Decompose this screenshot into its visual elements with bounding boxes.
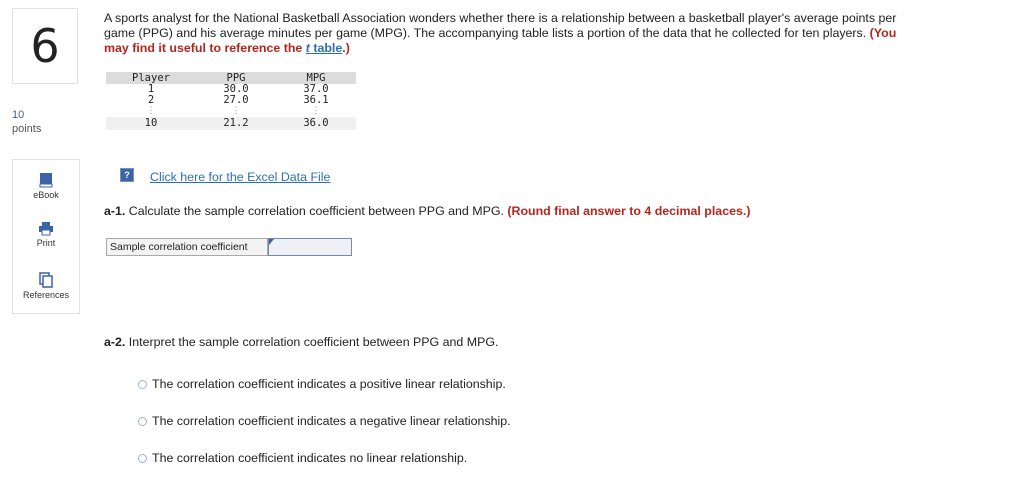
table-cell: 10: [106, 117, 196, 130]
part-a2-label: a-2.: [104, 335, 126, 349]
data-table: [106, 72, 356, 130]
table-cell: 1: [147, 83, 155, 95]
part-a2-question: [104, 335, 498, 349]
header-ppg: PPG: [196, 72, 276, 84]
radio-button[interactable]: [138, 454, 147, 463]
answer-label: Sample correlation coefficient: [106, 238, 268, 256]
question-number: 6: [12, 8, 78, 84]
ellipsis: ⋮: [146, 106, 156, 116]
t-table-link-t: t: [305, 41, 310, 55]
table-ellipsis-row: [106, 106, 356, 117]
rounding-note: (Round final answer to 4 decimal places.): [507, 204, 751, 218]
table-cell: 36.0: [276, 117, 356, 130]
excel-file-row: [120, 170, 330, 184]
option-negative[interactable]: [138, 414, 511, 428]
table-cell: 2: [147, 94, 155, 106]
references-button[interactable]: [13, 272, 79, 300]
ellipsis: ⋮: [311, 106, 321, 116]
option-label: The correlation coefficient indicates a positive linear relationship.: [152, 377, 506, 391]
print-label: Print: [36, 238, 56, 248]
t-table-link-text: table: [309, 41, 343, 55]
option-positive[interactable]: [138, 377, 506, 391]
ellipsis: ⋮: [231, 106, 241, 116]
table-cell: 30.0: [223, 83, 249, 95]
radio-button[interactable]: [138, 417, 147, 426]
option-label: The correlation coefficient indicates no linear relationship.: [152, 451, 468, 465]
part-a2-text: Interpret the sample correlation coefficient between PPG and MPG.: [125, 335, 499, 349]
ebook-button[interactable]: [13, 172, 79, 200]
table-row: [106, 95, 356, 106]
points-info: [12, 108, 41, 136]
t-table-link[interactable]: [306, 41, 343, 55]
print-button[interactable]: [13, 222, 79, 248]
excel-data-link[interactable]: Click here for the Excel Data File: [150, 170, 331, 184]
help-icon[interactable]: ?: [120, 168, 134, 182]
tools-panel: [12, 159, 80, 314]
header-player: Player: [106, 72, 196, 84]
part-a1-text: Calculate the sample correlation coefficient between PPG and MPG.: [125, 204, 508, 218]
documents-icon: [39, 272, 53, 288]
points-label: points: [12, 123, 42, 135]
hint-suffix: .): [342, 41, 350, 55]
answer-row: [106, 238, 352, 256]
table-cell: 36.1: [303, 94, 329, 106]
correlation-input[interactable]: [268, 238, 352, 256]
part-a1-label: a-1.: [104, 204, 126, 218]
table-cell: 27.0: [223, 94, 249, 106]
table-row: [106, 117, 356, 130]
table-cell: 37.0: [303, 83, 329, 95]
points-value: 10: [12, 109, 25, 121]
ebook-label: eBook: [33, 190, 59, 200]
table-cell: 21.2: [196, 117, 276, 130]
book-icon: [39, 172, 53, 188]
option-none[interactable]: [138, 451, 467, 465]
radio-button[interactable]: [138, 380, 147, 389]
option-label: The correlation coefficient indicates a negative linear relationship.: [152, 414, 511, 428]
part-a1-question: [104, 204, 750, 218]
stem-text: A sports analyst for the National Basketball Association wonders whether there is a relationship between a basketball player's average points per game (PPG) and his average minutes per game (MPG). The accompanying table lists a portion of the data that he collected for ten players.: [104, 11, 897, 40]
references-label: References: [22, 290, 70, 300]
printer-icon: [38, 222, 54, 236]
hint-prefix: (You may find it useful to reference the: [104, 26, 897, 55]
header-mpg: MPG: [276, 72, 356, 84]
question-stem: [104, 11, 904, 56]
